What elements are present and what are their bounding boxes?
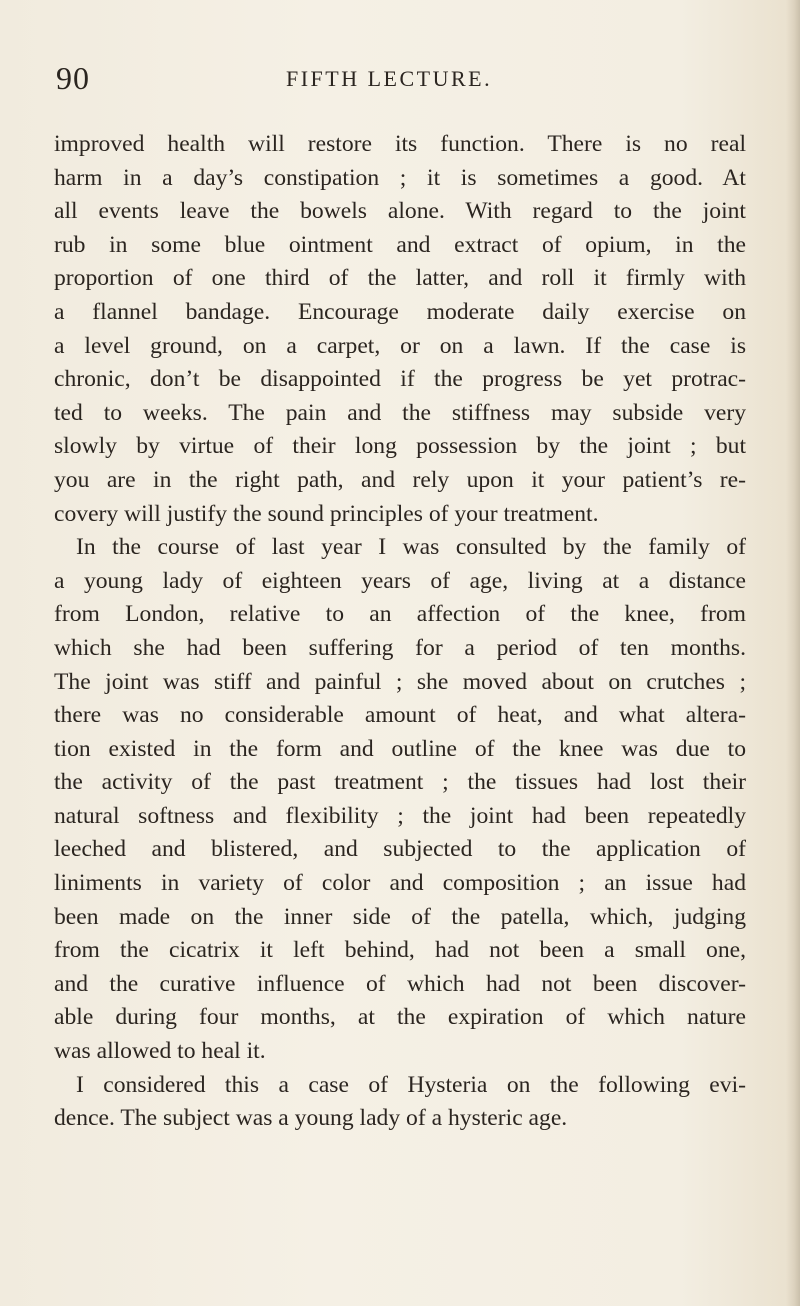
- paragraph-start-line: In the course of last year I was consulted by the family of: [76, 534, 746, 561]
- text-line: proportion of one third of the latter, and roll it firmly with: [54, 265, 746, 292]
- text-line: leeched and blistered, and subjected to the application of: [54, 836, 746, 863]
- text-line: chronic, don’t be disappointed if the progress be yet protrac-: [54, 366, 746, 393]
- page-number: 90: [56, 60, 90, 96]
- text-line: dence. The subject was a young lady of a hysteric age.: [54, 1105, 568, 1132]
- text-line: which she had been suffering for a period of ten months.: [54, 634, 746, 661]
- text-line: The joint was stiff and painful ; she moved about on crutches ;: [54, 668, 746, 695]
- text-line: covery will justify the sound principles of your treatment.: [54, 500, 599, 527]
- text-line: ted to weeks. The pain and the stiffness may subside very: [54, 399, 746, 426]
- running-head: [56, 60, 756, 100]
- text-line: liniments in variety of color and composition ; an issue had: [54, 870, 746, 897]
- text-line: from the cicatrix it left behind, had not been a small one,: [54, 937, 746, 964]
- text-line: tion existed in the form and outline of the knee was due to: [54, 735, 746, 762]
- text-line: a young lady of eighteen years of age, living at a distance: [54, 567, 746, 594]
- running-title: FIFTH LECTURE.: [286, 66, 493, 91]
- text-line: was allowed to heal it.: [54, 1038, 266, 1065]
- text-line: been made on the inner side of the patella, which, judging: [54, 903, 746, 930]
- text-line: natural softness and flexibility ; the joint had been repeatedly: [54, 802, 746, 829]
- text-line: able during four months, at the expiration of which nature: [54, 1004, 746, 1031]
- body-text: [54, 128, 746, 1136]
- text-line: slowly by virtue of their long possession by the joint ; but: [54, 433, 746, 460]
- text-line: a level ground, on a carpet, or on a lawn. If the case is: [54, 332, 746, 359]
- text-line: the activity of the past treatment ; the tissues had lost their: [54, 769, 746, 796]
- text-line: a flannel bandage. Encourage moderate daily exercise on: [54, 298, 746, 325]
- text-line: and the curative influence of which had not been discover-: [54, 970, 746, 997]
- paragraph-start-line: I considered this a case of Hysteria on the following evi-: [76, 1071, 746, 1098]
- text-line: harm in a day’s constipation ; it is sometimes a good. At: [54, 164, 746, 191]
- page-edge-shadow: [786, 0, 800, 1306]
- text-line: all events leave the bowels alone. With regard to the joint: [54, 198, 746, 225]
- text-line: from London, relative to an affection of the knee, from: [54, 601, 746, 628]
- text-line: you are in the right path, and rely upon it your patient’s re-: [54, 466, 746, 493]
- text-line: there was no considerable amount of heat, and what altera-: [54, 702, 746, 729]
- text-line: improved health will restore its function. There is no real: [54, 131, 746, 157]
- text-line: rub in some blue ointment and extract of opium, in the: [54, 231, 746, 258]
